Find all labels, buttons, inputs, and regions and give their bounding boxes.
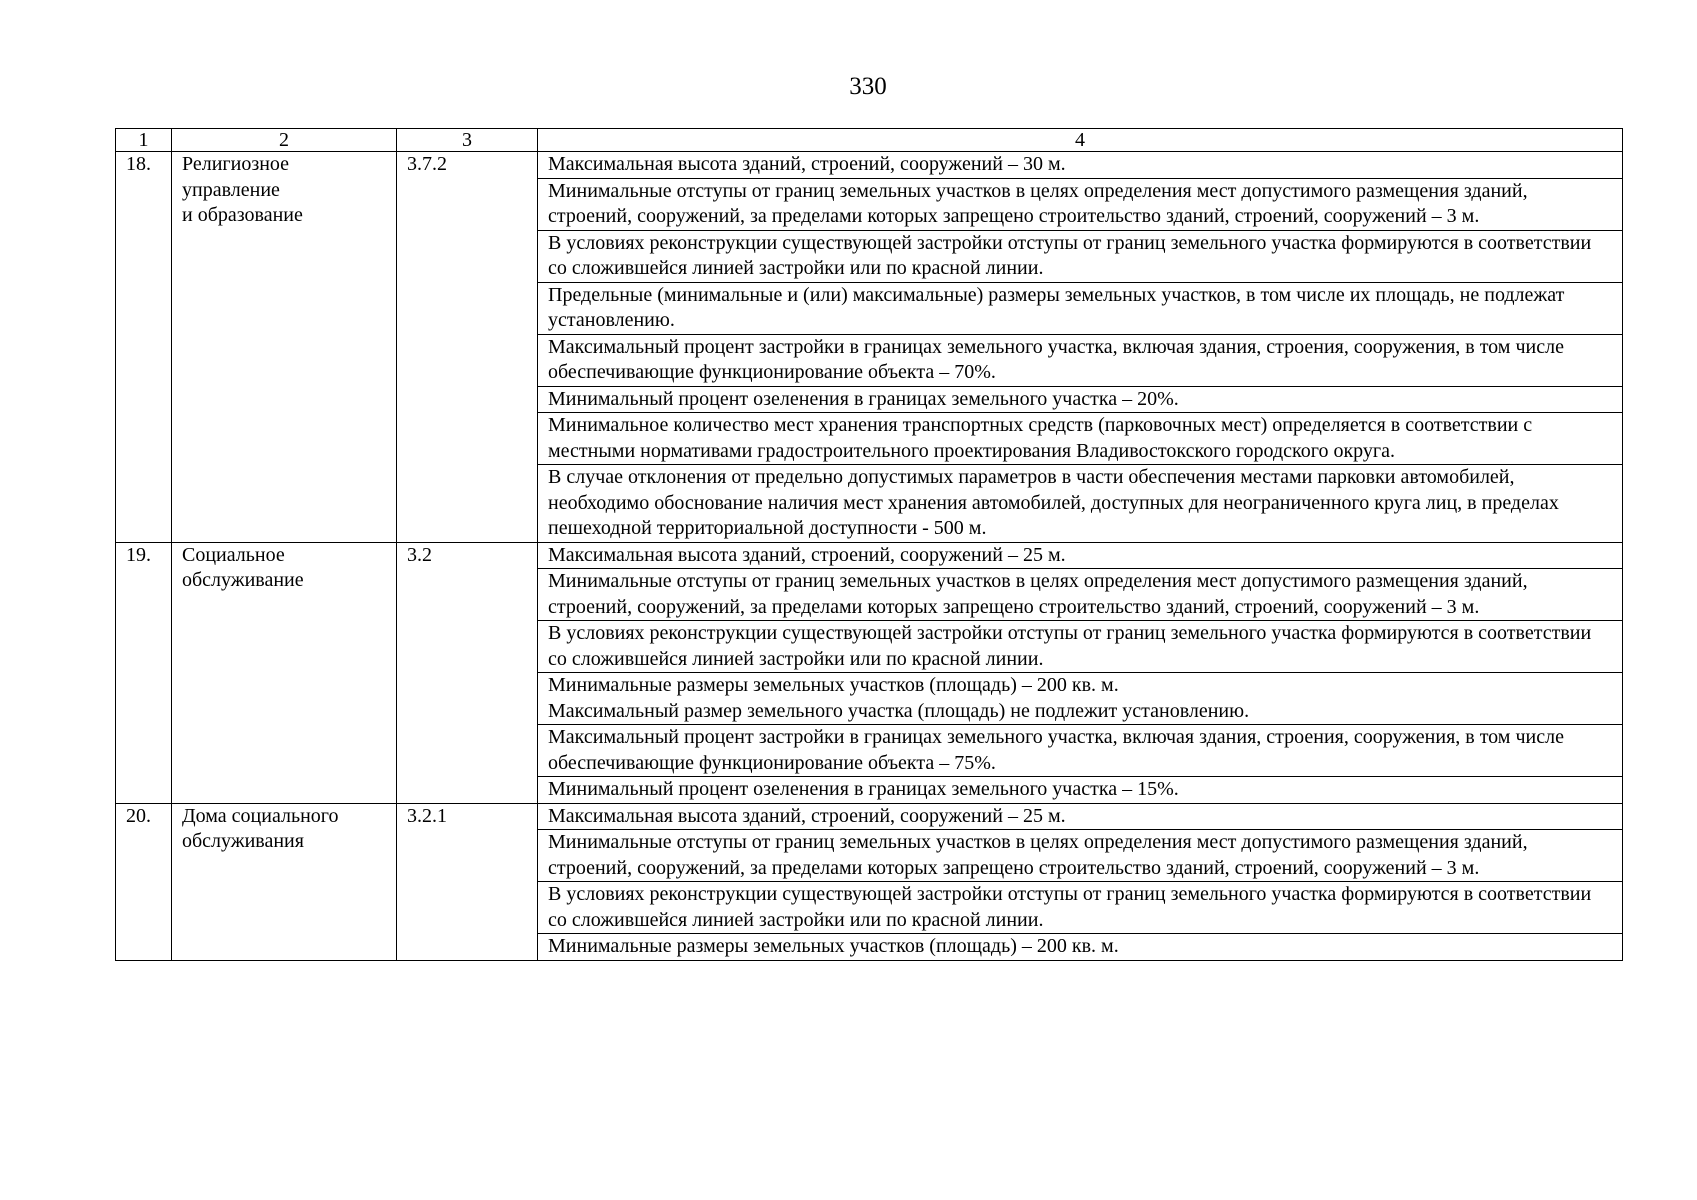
land-use-name-line: Дома социального bbox=[182, 804, 339, 827]
header-cell: 4 bbox=[538, 129, 1623, 152]
land-use-name-line: обслуживание bbox=[182, 569, 304, 591]
parameter-cell bbox=[538, 542, 1623, 569]
regulations-table bbox=[115, 128, 1623, 961]
parameter-text: В случае отклонения от предельно допустимых параметров в части обеспечения местами парковки автомобилей, необходимо обоснование наличия мест хранения автомобилей, доступных для неограниченного круга лиц, в пределах пешеходной территориальной доступности - 500 м. bbox=[548, 466, 1559, 539]
table-row bbox=[116, 152, 1623, 179]
parameter-text: Минимальные размеры земельных участков (площадь) – 200 кв. м. bbox=[548, 935, 1119, 957]
land-use-name-line: Социальное bbox=[182, 543, 285, 566]
parameter-cell bbox=[538, 725, 1623, 777]
parameter-cell bbox=[538, 673, 1623, 725]
table-body bbox=[116, 152, 1623, 961]
page-number: 330 bbox=[849, 73, 887, 100]
header-cell: 2 bbox=[172, 129, 397, 152]
land-use-type-name bbox=[172, 152, 397, 543]
classifier-code: 3.2 bbox=[397, 542, 538, 803]
land-use-name-line: обслуживания bbox=[182, 830, 304, 852]
row-number: 20. bbox=[116, 803, 172, 960]
parameter-cell bbox=[538, 882, 1623, 934]
parameter-cell bbox=[538, 413, 1623, 465]
parameter-text: Минимальное количество мест хранения транспортных средств (парковочных мест) определяется в соответствии с местными нормативами градостроительного проектирования Владивостокского городского округа. bbox=[548, 414, 1533, 462]
parameter-text: Максимальный размер земельного участка (площадь) не подлежит установлению. bbox=[548, 699, 1250, 722]
parameter-text: Максимальная высота зданий, строений, сооружений – 25 м. bbox=[548, 543, 1066, 566]
land-use-type-name bbox=[172, 542, 397, 803]
parameter-text: Минимальные размеры земельных участков (площадь) – 200 кв. м. bbox=[548, 674, 1119, 696]
parameter-cell bbox=[538, 230, 1623, 282]
parameter-cell bbox=[538, 386, 1623, 413]
parameter-cell bbox=[538, 178, 1623, 230]
parameter-text: Максимальный процент застройки в границах земельного участка, включая здания, строения, сооружения, в том числе обеспечивающие функционирование объекта – 75%. bbox=[548, 726, 1564, 774]
land-use-name-line: Религиозное bbox=[182, 153, 290, 175]
land-use-name-line: и образование bbox=[182, 204, 303, 226]
parameter-cell bbox=[538, 803, 1623, 830]
classifier-code: 3.7.2 bbox=[397, 152, 538, 543]
parameter-text: Минимальный процент озеленения в границах земельного участка – 15%. bbox=[548, 778, 1179, 800]
parameter-cell bbox=[538, 830, 1623, 882]
parameter-text: Минимальный процент озеленения в границах земельного участка – 20%. bbox=[548, 387, 1179, 410]
parameter-text: Предельные (минимальные и (или) максимальные) размеры земельных участков, в том числе их площадь, не подлежат установлению. bbox=[548, 283, 1565, 331]
parameter-text: Максимальная высота зданий, строений, сооружений – 25 м. bbox=[548, 804, 1066, 827]
parameter-cell bbox=[538, 152, 1623, 179]
parameter-cell bbox=[538, 334, 1623, 386]
header-cell: 3 bbox=[397, 129, 538, 152]
parameter-text: Минимальные отступы от границ земельных участков в целях определения мест допустимого размещения зданий, строений, сооружений, за пределами которых запрещено строительство зданий, строений, сооружений – 3 м. bbox=[548, 570, 1528, 618]
parameter-text: В условиях реконструкции существующей застройки отступы от границ земельного участка формируются в соответствии со сложившейся линией застройки или по красной линии. bbox=[548, 883, 1592, 931]
parameter-cell bbox=[538, 621, 1623, 673]
classifier-code: 3.2.1 bbox=[397, 803, 538, 960]
parameter-cell bbox=[538, 282, 1623, 334]
row-number: 19. bbox=[116, 542, 172, 803]
land-use-name-line: управление bbox=[182, 178, 280, 201]
table-row bbox=[116, 803, 1623, 830]
table-row bbox=[116, 542, 1623, 569]
header-cell: 1 bbox=[116, 129, 172, 152]
land-use-type-name bbox=[172, 803, 397, 960]
parameter-text: Минимальные отступы от границ земельных участков в целях определения мест допустимого размещения зданий, строений, сооружений, за пределами которых запрещено строительство зданий, строений, сооружений – 3 м. bbox=[548, 179, 1528, 227]
parameter-cell bbox=[538, 934, 1623, 961]
parameter-cell bbox=[538, 569, 1623, 621]
parameter-text: Максимальная высота зданий, строений, сооружений – 30 м. bbox=[548, 153, 1066, 175]
parameter-text: В условиях реконструкции существующей застройки отступы от границ земельного участка формируются в соответствии со сложившейся линией застройки или по красной линии. bbox=[548, 622, 1592, 670]
parameter-cell bbox=[538, 777, 1623, 804]
parameter-text: Максимальный процент застройки в границах земельного участка, включая здания, строения, сооружения, в том числе обеспечивающие функционирование объекта – 70%. bbox=[548, 335, 1564, 383]
parameter-text: В условиях реконструкции существующей застройки отступы от границ земельного участка формируются в соответствии со сложившейся линией застройки или по красной линии. bbox=[548, 231, 1592, 279]
row-number: 18. bbox=[116, 152, 172, 543]
parameter-text: Минимальные отступы от границ земельных участков в целях определения мест допустимого размещения зданий, строений, сооружений, за пределами которых запрещено строительство зданий, строений, сооружений – 3 м. bbox=[548, 831, 1528, 879]
parameter-cell bbox=[538, 465, 1623, 543]
header-row bbox=[116, 129, 1623, 152]
